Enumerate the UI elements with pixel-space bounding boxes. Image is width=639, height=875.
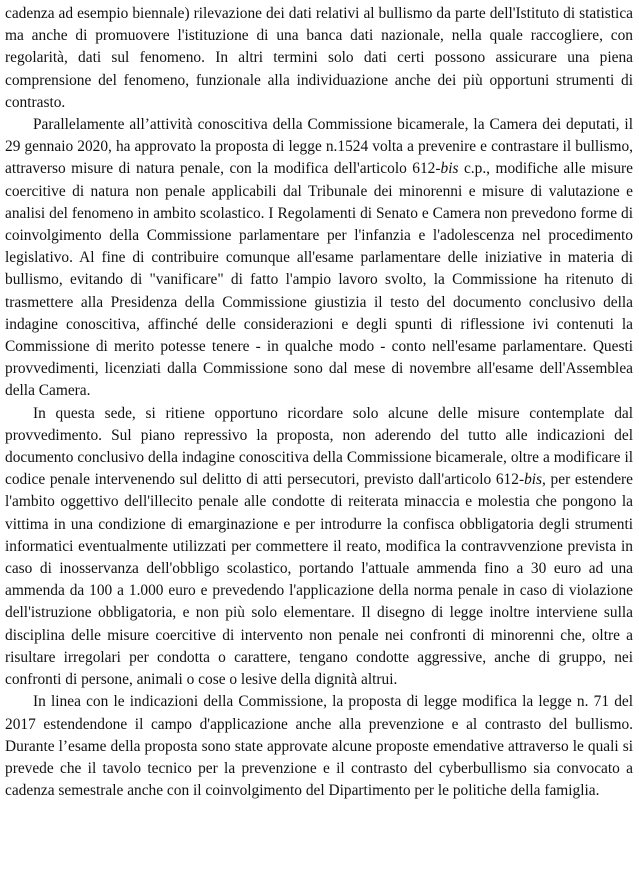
paragraph-continuation bbox=[5, 3, 633, 114]
paragraph-text: , per estendere l'ambito oggettivo dell'illecito penale alle condotte di reiterata minaccia e molestia che pongono la vittima in una condizione di emarginazione e per introdurre la confisca obbligatoria degli strumenti informatici eventualmente utilizzati per commettere il reato, modifica la contravvenzione prevista in caso di inosservanza dell'obbligo scolastico, portando l'attuale ammenda fino a 30 euro ad una ammenda da 100 a 1.000 euro e prevedendo l'applicazione della norma penale in caso di violazione dell'istruzione obbligatoria, e non più solo elementare. Il disegno di legge inoltre interviene sulla disciplina delle misure coercitive di intervento non penale nei confronti di minorenni che, oltre a risultare irregolari per condotta o carattere, tengano condotte aggressive, anche di gruppo, nei confronti di persone, animali o cose o lesive della dignità altrui. bbox=[5, 471, 633, 689]
paragraph-text: In questa sede, si ritiene opportuno ricordare solo alcune delle misure contemplate dal provvedimento. Sul piano repressivo la proposta, non aderendo del tutto alle indicazioni del documento conclusivo della indagine conoscitiva della Commissione bicamerale, oltre a modificare il codice penale intervenendo sul delitto di atti persecutori, previsto dall'articolo 612- bbox=[5, 404, 633, 489]
paragraph-text: In linea con le indicazioni della Commissione, la proposta di legge modifica la legge n. 71 del 2017 estendendone il campo d'applicazione anche alla prevenzione e al contrasto del bullismo. Durante l’esame della proposta sono state approvate alcune proposte emendative attraverso le quali si prevede che il tavolo tecnico per la prevenzione e il contrasto del cyberbullismo sia convocato a cadenza semestrale anche con il coinvolgimento del Dipartimento per le politiche della famiglia. bbox=[5, 693, 633, 800]
paragraph-text: cadenza ad esempio biennale) rilevazione dei dati relativi al bullismo da parte dell'Istituto di statistica ma anche di promuovere l'istituzione di una banca dati nazionale, nella quale raccogliere, con regolarità, dati sul fenomeno. In altri termini solo dati certi possono assicurare una piena comprensione del fenomeno, funzionale alla individuazione anche dei più opportuni strumenti di contrasto. bbox=[5, 5, 633, 111]
italic-term: bis bbox=[440, 160, 459, 178]
paragraph-bill-approval bbox=[5, 114, 633, 403]
paragraph-law-71 bbox=[5, 691, 633, 802]
paragraph-measures bbox=[5, 403, 633, 692]
paragraph-text: Parallelamente all’attività conoscitiva della Commissione bicamerale, la Camera dei deputati, il 29 gennaio 2020, ha approvato la proposta di legge n.1524 volta a prevenire e contrastare il bullismo, attraverso misure di natura penale, con la modifica dell'articolo 612- bbox=[5, 116, 633, 178]
italic-term: bis bbox=[524, 471, 543, 489]
paragraph-text: c.p., modifiche alle misure coercitive di natura non penale applicabili dal Tribunale dei minorenni e misure di valutazione e analisi del fenomeno in ambito scolastico. I Regolamenti di Senato e Camera non prevedono forme di coinvolgimento della Commissione parlamentare per l'infanzia e l'adolescenza nel procedimento legislativo. Al fine di contribuire comunque all'esame parlamentare delle iniziative in materia di bullismo, evitando di "vanificare" di fatto l'ampio lavoro svolto, la Commissione ha ritenuto di trasmettere alla Presidenza della Commissione giustizia il testo del documento conclusivo della indagine conoscitiva, affinché delle considerazioni e degli spunti di riflessione ivi contenuti la Commissione di merito potesse tenere - in qualche modo - conto nell'esame parlamentare. Questi provvedimenti, licenziati dalla Commissione sono dal mese di novembre all'esame dell'Assemblea della Camera. bbox=[5, 160, 633, 400]
